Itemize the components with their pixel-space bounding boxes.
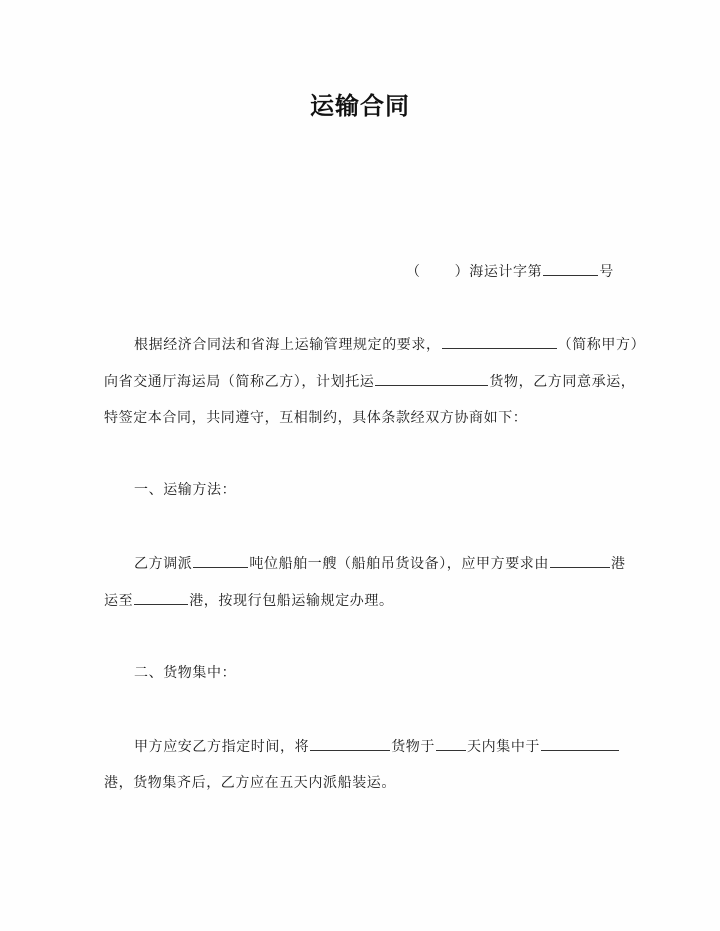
section-2-line-2: 港，货物集齐后，乙方应在五天内派船装运。: [104, 775, 396, 791]
days-blank[interactable]: [436, 736, 466, 751]
reference-suffix: 号: [599, 264, 614, 280]
reference-number-blank[interactable]: [543, 261, 598, 276]
preamble-text-1a: 根据经济合同法和省海上运输管理规定的要求，: [134, 337, 441, 353]
section-1-text-2a: 运至: [104, 593, 134, 609]
collection-port-blank[interactable]: [541, 736, 619, 751]
section-1-line-1: [134, 553, 626, 574]
section-2-line-1: [134, 736, 620, 757]
preamble-text-2b: 货物，乙方同意承运，: [489, 374, 636, 390]
reference-text: 海运计字第: [469, 264, 543, 280]
section-2-heading: 二、货物集中：: [134, 665, 237, 681]
section-2-text-1c: 天内集中于: [467, 739, 541, 755]
document-title: 运输合同: [310, 92, 410, 120]
preamble-line-3: 特签定本合同，共同遵守，互相制约，具体条款经双方协商如下：: [104, 410, 528, 426]
reference-close-paren: ）: [454, 264, 470, 280]
preamble-text-1b: （简称甲方）: [557, 337, 646, 353]
section-1-text-1c: 港: [611, 556, 626, 572]
preamble-text-2a: 向省交通厅海运局（简称乙方），计划托运: [104, 374, 375, 390]
ship-tonnage-blank[interactable]: [193, 553, 248, 568]
cargo-blank[interactable]: [310, 736, 390, 751]
cargo-name-blank[interactable]: [375, 371, 488, 386]
reference-line: [406, 261, 614, 282]
destination-port-blank[interactable]: [134, 590, 188, 605]
preamble-line-1: [134, 334, 645, 355]
section-1-heading: 一、运输方法：: [134, 482, 237, 498]
section-2-text-1a: 甲方应安乙方指定时间，将: [134, 739, 310, 755]
preamble-line-2: [104, 371, 635, 392]
party-a-name-blank[interactable]: [442, 334, 557, 349]
section-1-line-2: [104, 590, 394, 611]
origin-port-blank[interactable]: [550, 553, 610, 568]
section-1-text-1b: 吨位船舶一艘（船舶吊货设备），应甲方要求由: [249, 556, 550, 572]
section-2-text-1b: 货物于: [391, 739, 436, 755]
section-1-text-2b: 港，按现行包船运输规定办理。: [189, 593, 394, 609]
reference-open-paren: （: [406, 264, 421, 280]
section-1-text-1a: 乙方调派: [134, 556, 193, 572]
